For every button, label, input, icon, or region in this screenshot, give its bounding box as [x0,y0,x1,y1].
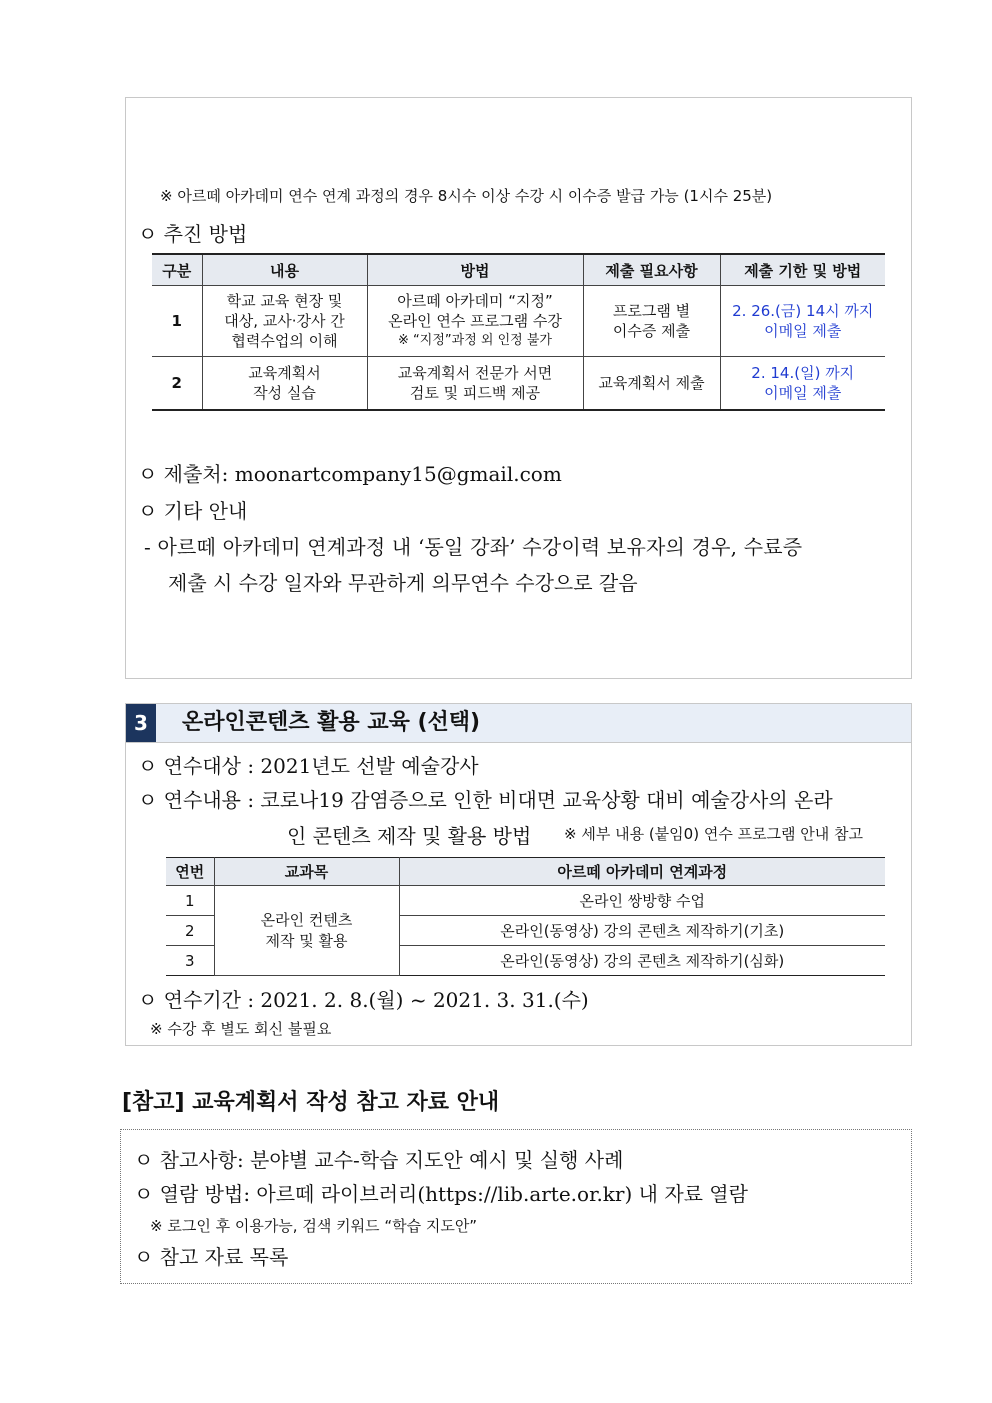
course-cell: 온라인 쌍방향 수업 [399,886,885,916]
row-deadline [720,286,885,357]
text-line: 학교 교육 현장 및 [226,292,343,310]
text-line: 협력수업의 이해 [231,332,338,350]
row-deadline [720,357,885,411]
row-number: 1 [152,286,202,357]
col-header: 교과목 [214,858,399,886]
content-note: ※ 세부 내용 (붙임0) 연수 프로그램 안내 참고 [564,825,864,843]
content-line-2: 인 콘텐츠 제작 및 활용 방법 [287,824,532,848]
table-header-row [152,254,885,286]
table-header-row [166,858,885,886]
reference-title: [참고] 교육계획서 작성 참고 자료 안내 [122,1090,500,1115]
target-line: ㅇ 연수대상 : 2021년도 선발 예술강사 [138,754,479,778]
text-line: 이메일 제출 [764,384,842,402]
method-note: ※ “지정”과정 외 인정 불가 [398,333,552,348]
row-content [202,286,367,357]
etc-heading: ㅇ 기타 안내 [138,499,248,523]
table-row [152,357,885,411]
etc-line-1: - 아르떼 아카데미 연계과정 내 ‘동일 강좌’ 수강이력 보유자의 경우, 수료증 [144,535,803,559]
text-line: 2. 14.(일) 까지 [751,364,855,382]
subject-cell [214,886,399,976]
col-header: 연번 [166,858,214,886]
period-note: ※ 수강 후 별도 회신 불필요 [150,1020,332,1038]
table-row [166,886,885,916]
text-line: 프로그램 별 [612,302,691,320]
text-line: 작성 실습 [253,384,316,402]
text-line: 아르떼 아카데미 “지정” [397,292,553,310]
reference-line-1: ㅇ 참고사항: 분야별 교수-학습 지도안 예시 및 실행 사례 [134,1148,624,1172]
section-3-header [126,704,911,743]
table-row [152,286,885,357]
text-line: 교육계획서 [248,364,321,382]
row-content [202,357,367,411]
row-number: 1 [166,886,214,916]
etc-line-2: 제출 시 수강 일자와 무관하게 의무연수 수강으로 갈음 [168,571,638,595]
text-line: 대상, 교사·강사 간 [224,312,345,330]
row-number: 2 [166,916,214,946]
col-header: 방법 [367,254,583,286]
submit-to-line: ㅇ 제출처: moonartcompany15@gmail.com [138,462,562,486]
text-line: 온라인 컨텐츠 [260,910,353,929]
period-line: ㅇ 연수기간 : 2021. 2. 8.(월) ~ 2021. 3. 31.(수) [138,988,589,1012]
section-title: 온라인콘텐츠 활용 교육 (선택) [182,710,481,735]
reference-note: ※ 로그인 후 이용가능, 검색 키워드 “학습 지도안” [150,1217,478,1235]
row-number: 3 [166,946,214,976]
content-line-1: ㅇ 연수내용 : 코로나19 감염증으로 인한 비대면 교육상황 대비 예술강사의 온라 [138,788,833,812]
text-line: 검토 및 피드백 제공 [409,384,541,402]
row-method [367,357,583,411]
reference-line-3: ㅇ 참고 자료 목록 [134,1245,289,1269]
row-method [367,286,583,357]
text-line: 교육계획서 전문가 서면 [397,364,553,382]
text-line: 2. 26.(금) 14시 까지 [732,302,874,320]
course-cell: 온라인(동영상) 강의 콘텐츠 제작하기(심화) [399,946,885,976]
row-submit [583,357,720,411]
reference-line-2: ㅇ 열람 방법: 아르떼 라이브러리(https://lib.arte.or.kr) 내 자료 열람 [134,1182,748,1206]
row-number: 2 [152,357,202,411]
course-cell: 온라인(동영상) 강의 콘텐츠 제작하기(기초) [399,916,885,946]
col-header: 구분 [152,254,202,286]
col-header: 내용 [202,254,367,286]
text-line: 제작 및 활용 [265,931,348,950]
course-table [166,857,885,976]
text-line: 이메일 제출 [764,322,842,340]
text-line: 온라인 연수 프로그램 수강 [388,312,562,330]
certificate-note: ※ 아르떼 아카데미 연수 연계 과정의 경우 8시수 이상 수강 시 이수증 발급 가능 (1시수 25분) [160,187,773,205]
col-header: 아르떼 아카데미 연계과정 [399,858,885,886]
col-header: 제출 기한 및 방법 [720,254,885,286]
text-line: 이수증 제출 [612,322,691,340]
method-heading: ㅇ 추진 방법 [138,222,248,246]
row-submit [583,286,720,357]
col-header: 제출 필요사항 [583,254,720,286]
section-number: 3 [126,704,156,742]
text-line: 교육계획서 제출 [598,374,705,392]
method-table [152,253,885,411]
